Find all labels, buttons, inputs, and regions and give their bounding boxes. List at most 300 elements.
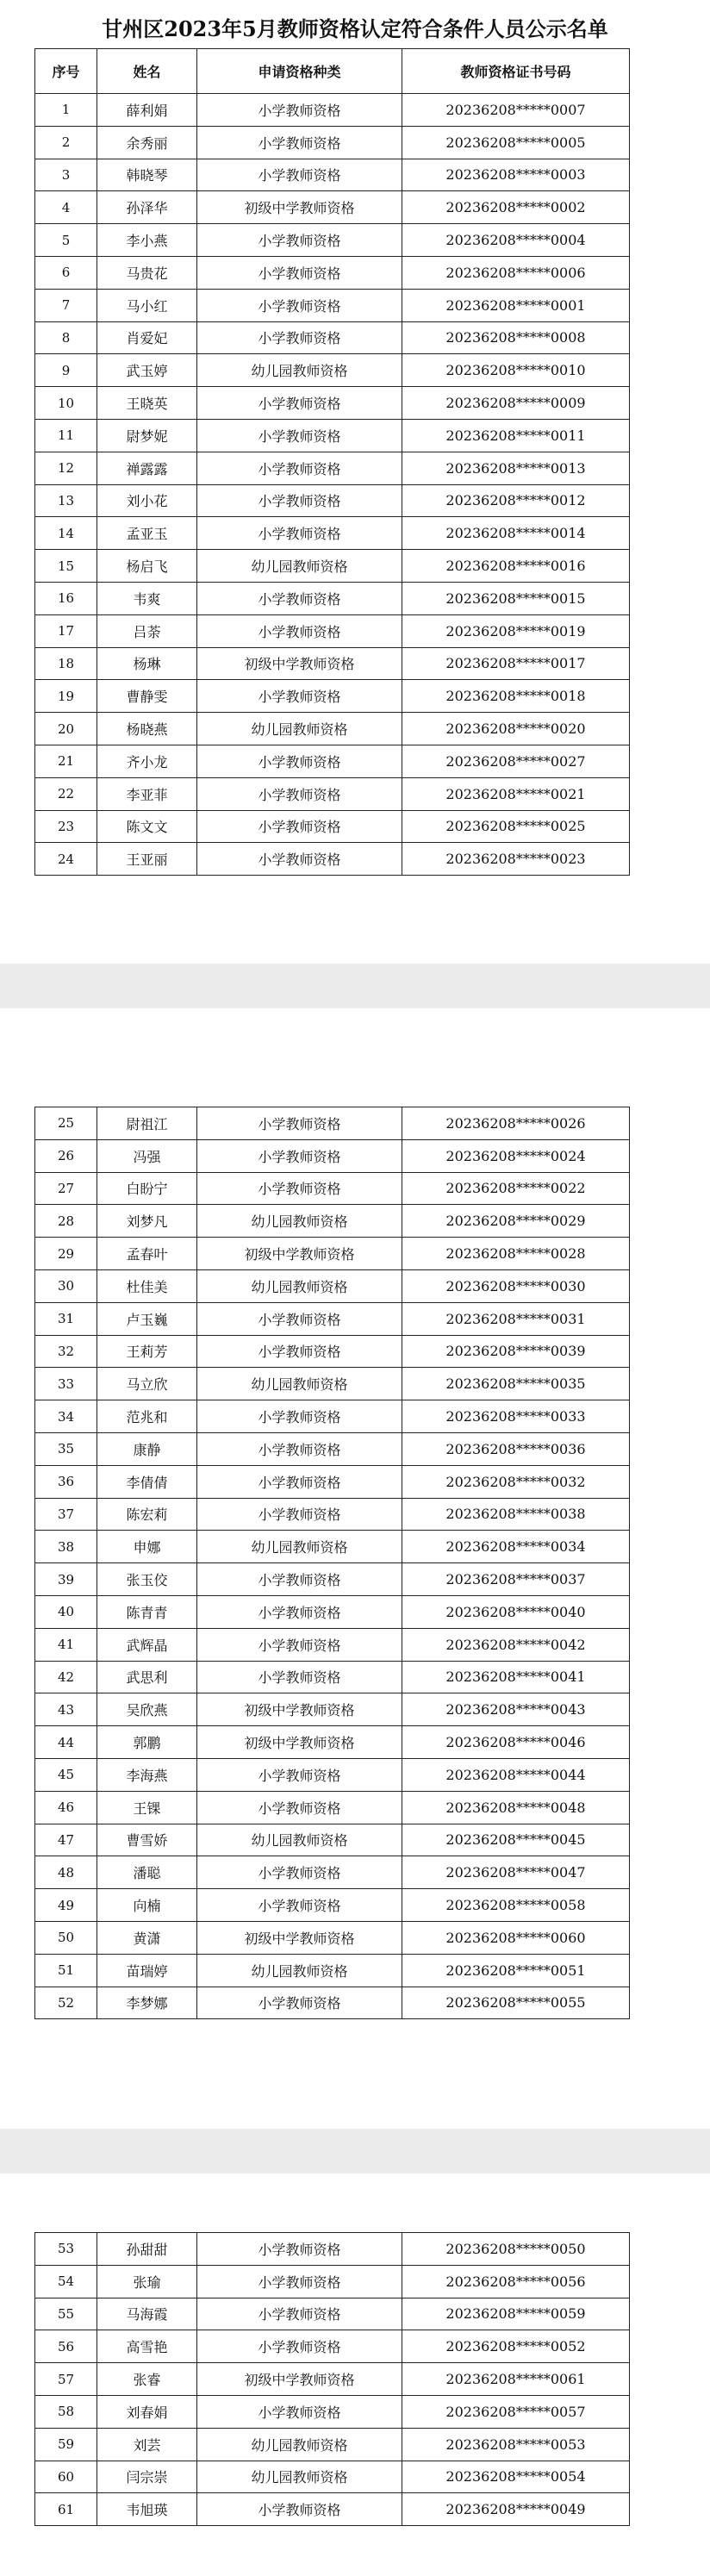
cell-name: 黄潇 [97, 1921, 197, 1954]
cell-name: 尉梦妮 [97, 419, 197, 452]
cell-qualification-type: 小学教师资格 [197, 2330, 402, 2363]
cell-qualification-type: 小学教师资格 [197, 159, 402, 191]
cell-index: 52 [35, 1987, 97, 2019]
cell-index: 13 [35, 484, 97, 517]
cell-name: 范兆和 [97, 1400, 197, 1433]
cell-qualification-type: 小学教师资格 [197, 1758, 402, 1791]
table-row [35, 1726, 630, 1759]
cell-index: 39 [35, 1563, 97, 1596]
cell-certificate-number: 20236208*****0060 [402, 1921, 630, 1954]
cell-certificate-number: 20236208*****0021 [402, 777, 630, 810]
table-row [35, 1238, 630, 1270]
cell-index: 61 [35, 2493, 97, 2526]
table-row [35, 1595, 630, 1628]
cell-name: 薛利娟 [97, 94, 197, 127]
cell-name: 郭鹏 [97, 1726, 197, 1759]
cell-index: 32 [35, 1335, 97, 1368]
cell-index: 35 [35, 1432, 97, 1465]
cell-qualification-type: 小学教师资格 [197, 517, 402, 550]
cell-index: 48 [35, 1856, 97, 1889]
cell-name: 张瑜 [97, 2265, 197, 2298]
cell-certificate-number: 20236208*****0012 [402, 484, 630, 517]
cell-certificate-number: 20236208*****0004 [402, 224, 630, 257]
cell-name: 白盼宁 [97, 1172, 197, 1205]
cell-certificate-number: 20236208*****0031 [402, 1302, 630, 1335]
cell-name: 李海燕 [97, 1758, 197, 1791]
cell-qualification-type: 小学教师资格 [197, 1302, 402, 1335]
cell-name: 武辉晶 [97, 1628, 197, 1661]
cell-name: 陈文文 [97, 810, 197, 843]
table-row [35, 126, 630, 159]
cell-certificate-number: 20236208*****0006 [402, 256, 630, 289]
cell-qualification-type: 小学教师资格 [197, 1563, 402, 1596]
cell-certificate-number: 20236208*****0026 [402, 1107, 630, 1140]
cell-qualification-type: 小学教师资格 [197, 452, 402, 484]
cell-name: 肖爱妃 [97, 321, 197, 354]
cell-index: 19 [35, 680, 97, 713]
cell-name: 余秀丽 [97, 126, 197, 159]
cell-qualification-type: 小学教师资格 [197, 680, 402, 713]
table-row [35, 1531, 630, 1563]
cell-qualification-type: 小学教师资格 [197, 810, 402, 843]
cell-index: 49 [35, 1889, 97, 1922]
cell-name: 康静 [97, 1432, 197, 1465]
cell-certificate-number: 20236208*****0037 [402, 1563, 630, 1596]
table-row [35, 1139, 630, 1172]
cell-index: 41 [35, 1628, 97, 1661]
table-row [35, 777, 630, 810]
cell-qualification-type: 小学教师资格 [197, 1791, 402, 1824]
cell-name: 孟春叶 [97, 1238, 197, 1270]
cell-name: 尉祖江 [97, 1107, 197, 1140]
cell-index: 16 [35, 582, 97, 614]
cell-index: 31 [35, 1302, 97, 1335]
roster-table-page-2 [34, 1107, 630, 2019]
page-separator [0, 964, 710, 1008]
cell-qualification-type: 小学教师资格 [197, 843, 402, 876]
cell-qualification-type: 幼儿园教师资格 [197, 1531, 402, 1563]
cell-qualification-type: 小学教师资格 [197, 321, 402, 354]
table-row [35, 1465, 630, 1498]
table-row [35, 419, 630, 452]
table-row [35, 1791, 630, 1824]
table-row [35, 1889, 630, 1922]
cell-certificate-number: 20236208*****0057 [402, 2395, 630, 2428]
cell-index: 60 [35, 2461, 97, 2493]
cell-qualification-type: 初级中学教师资格 [197, 1693, 402, 1726]
cell-name: 杨启飞 [97, 550, 197, 583]
cell-qualification-type: 小学教师资格 [197, 419, 402, 452]
table-row [35, 1693, 630, 1726]
cell-index: 40 [35, 1595, 97, 1628]
cell-certificate-number: 20236208*****0028 [402, 1238, 630, 1270]
cell-index: 42 [35, 1661, 97, 1693]
cell-index: 46 [35, 1791, 97, 1824]
cell-index: 23 [35, 810, 97, 843]
cell-index: 10 [35, 387, 97, 420]
table-row [35, 1824, 630, 1856]
cell-certificate-number: 20236208*****0033 [402, 1400, 630, 1433]
cell-certificate-number: 20236208*****0030 [402, 1269, 630, 1302]
header-qualification-type: 申请资格种类 [197, 49, 402, 94]
cell-qualification-type: 初级中学教师资格 [197, 1726, 402, 1759]
cell-qualification-type: 小学教师资格 [197, 224, 402, 257]
cell-qualification-type: 幼儿园教师资格 [197, 713, 402, 745]
cell-name: 齐小龙 [97, 745, 197, 777]
cell-qualification-type: 小学教师资格 [197, 1628, 402, 1661]
cell-name: 杨琳 [97, 647, 197, 680]
table-row [35, 517, 630, 550]
table-row [35, 94, 630, 127]
table-row [35, 159, 630, 191]
table-row [35, 1302, 630, 1335]
cell-name: 马海霞 [97, 2298, 197, 2330]
cell-index: 53 [35, 2233, 97, 2266]
cell-qualification-type: 初级中学教师资格 [197, 191, 402, 224]
cell-name: 孟亚玉 [97, 517, 197, 550]
cell-index: 36 [35, 1465, 97, 1498]
cell-certificate-number: 20236208*****0041 [402, 1661, 630, 1693]
cell-qualification-type: 幼儿园教师资格 [197, 2428, 402, 2461]
cell-certificate-number: 20236208*****0020 [402, 713, 630, 745]
cell-certificate-number: 20236208*****0015 [402, 582, 630, 614]
cell-qualification-type: 小学教师资格 [197, 2493, 402, 2526]
cell-index: 25 [35, 1107, 97, 1140]
table-row [35, 2428, 630, 2461]
cell-index: 51 [35, 1954, 97, 1987]
cell-qualification-type: 幼儿园教师资格 [197, 1954, 402, 1987]
cell-certificate-number: 20236208*****0047 [402, 1856, 630, 1889]
cell-index: 58 [35, 2395, 97, 2428]
table-row [35, 2363, 630, 2396]
cell-index: 2 [35, 126, 97, 159]
cell-qualification-type: 小学教师资格 [197, 289, 402, 321]
cell-index: 12 [35, 452, 97, 484]
cell-certificate-number: 20236208*****0054 [402, 2461, 630, 2493]
cell-qualification-type: 幼儿园教师资格 [197, 550, 402, 583]
cell-qualification-type: 幼儿园教师资格 [197, 1368, 402, 1400]
cell-certificate-number: 20236208*****0019 [402, 614, 630, 647]
cell-name: 韦爽 [97, 582, 197, 614]
cell-index: 21 [35, 745, 97, 777]
cell-index: 24 [35, 843, 97, 876]
cell-index: 11 [35, 419, 97, 452]
cell-certificate-number: 20236208*****0027 [402, 745, 630, 777]
cell-certificate-number: 20236208*****0003 [402, 159, 630, 191]
table-row [35, 843, 630, 876]
cell-qualification-type: 小学教师资格 [197, 1465, 402, 1498]
cell-name: 闫宗崇 [97, 2461, 197, 2493]
page-separator [0, 2129, 710, 2174]
header-certificate-number: 教师资格证书号码 [402, 49, 630, 94]
table-row [35, 1335, 630, 1368]
cell-qualification-type: 小学教师资格 [197, 1432, 402, 1465]
table-row [35, 1628, 630, 1661]
cell-qualification-type: 初级中学教师资格 [197, 1921, 402, 1954]
cell-name: 杜佳美 [97, 1269, 197, 1302]
cell-name: 潘聪 [97, 1856, 197, 1889]
table-row [35, 1856, 630, 1889]
cell-name: 陈青青 [97, 1595, 197, 1628]
cell-certificate-number: 20236208*****0025 [402, 810, 630, 843]
cell-name: 张睿 [97, 2363, 197, 2396]
cell-qualification-type: 初级中学教师资格 [197, 647, 402, 680]
cell-qualification-type: 小学教师资格 [197, 1987, 402, 2019]
cell-name: 韩晓琴 [97, 159, 197, 191]
cell-qualification-type: 小学教师资格 [197, 1595, 402, 1628]
table-row [35, 1400, 630, 1433]
cell-qualification-type: 小学教师资格 [197, 94, 402, 127]
cell-name: 李小燕 [97, 224, 197, 257]
cell-qualification-type: 小学教师资格 [197, 2298, 402, 2330]
cell-name: 吴欣燕 [97, 1693, 197, 1726]
table-row [35, 321, 630, 354]
table-row [35, 2298, 630, 2330]
cell-qualification-type: 小学教师资格 [197, 614, 402, 647]
cell-qualification-type: 小学教师资格 [197, 484, 402, 517]
cell-index: 47 [35, 1824, 97, 1856]
table-row [35, 1368, 630, 1400]
cell-index: 1 [35, 94, 97, 127]
cell-index: 33 [35, 1368, 97, 1400]
cell-name: 马小红 [97, 289, 197, 321]
cell-index: 22 [35, 777, 97, 810]
cell-qualification-type: 小学教师资格 [197, 2233, 402, 2266]
cell-index: 3 [35, 159, 97, 191]
table-row [35, 1172, 630, 1205]
cell-certificate-number: 20236208*****0036 [402, 1432, 630, 1465]
cell-qualification-type: 小学教师资格 [197, 1172, 402, 1205]
cell-name: 申娜 [97, 1531, 197, 1563]
roster-table-page-3 [34, 2232, 630, 2526]
cell-name: 李梦娜 [97, 1987, 197, 2019]
cell-index: 50 [35, 1921, 97, 1954]
cell-certificate-number: 20236208*****0053 [402, 2428, 630, 2461]
cell-certificate-number: 20236208*****0044 [402, 1758, 630, 1791]
table-row [35, 484, 630, 517]
cell-index: 34 [35, 1400, 97, 1433]
cell-certificate-number: 20236208*****0049 [402, 2493, 630, 2526]
cell-name: 武玉婷 [97, 354, 197, 387]
cell-qualification-type: 幼儿园教师资格 [197, 1269, 402, 1302]
table-row [35, 1758, 630, 1791]
table-row [35, 2395, 630, 2428]
cell-qualification-type: 初级中学教师资格 [197, 2363, 402, 2396]
cell-name: 冯强 [97, 1139, 197, 1172]
table-row [35, 550, 630, 583]
table-row [35, 452, 630, 484]
cell-name: 孙甜甜 [97, 2233, 197, 2266]
cell-name: 禅露露 [97, 452, 197, 484]
cell-certificate-number: 20236208*****0018 [402, 680, 630, 713]
cell-index: 37 [35, 1498, 97, 1531]
cell-name: 向楠 [97, 1889, 197, 1922]
cell-certificate-number: 20236208*****0043 [402, 1693, 630, 1726]
cell-certificate-number: 20236208*****0016 [402, 550, 630, 583]
table-row [35, 1987, 630, 2019]
cell-certificate-number: 20236208*****0001 [402, 289, 630, 321]
header-name: 姓名 [97, 49, 197, 94]
cell-name: 王晓英 [97, 387, 197, 420]
cell-index: 4 [35, 191, 97, 224]
table-row [35, 256, 630, 289]
cell-index: 30 [35, 1269, 97, 1302]
table-row [35, 1954, 630, 1987]
cell-certificate-number: 20236208*****0040 [402, 1595, 630, 1628]
cell-certificate-number: 20236208*****0032 [402, 1465, 630, 1498]
cell-certificate-number: 20236208*****0007 [402, 94, 630, 127]
cell-name: 孙泽华 [97, 191, 197, 224]
table-row [35, 354, 630, 387]
table-row [35, 2265, 630, 2298]
cell-qualification-type: 小学教师资格 [197, 582, 402, 614]
cell-name: 韦旭瑛 [97, 2493, 197, 2526]
table-row [35, 2233, 630, 2266]
cell-qualification-type: 小学教师资格 [197, 256, 402, 289]
cell-qualification-type: 小学教师资格 [197, 2265, 402, 2298]
cell-index: 54 [35, 2265, 97, 2298]
cell-name: 武思利 [97, 1661, 197, 1693]
cell-certificate-number: 20236208*****0014 [402, 517, 630, 550]
cell-qualification-type: 小学教师资格 [197, 1107, 402, 1140]
cell-certificate-number: 20236208*****0002 [402, 191, 630, 224]
cell-name: 张玉佼 [97, 1563, 197, 1596]
cell-certificate-number: 20236208*****0005 [402, 126, 630, 159]
cell-name: 王锞 [97, 1791, 197, 1824]
cell-qualification-type: 小学教师资格 [197, 2395, 402, 2428]
cell-qualification-type: 小学教师资格 [197, 1498, 402, 1531]
cell-certificate-number: 20236208*****0051 [402, 1954, 630, 1987]
table-row [35, 2330, 630, 2363]
cell-qualification-type: 小学教师资格 [197, 1889, 402, 1922]
cell-qualification-type: 小学教师资格 [197, 387, 402, 420]
table-row [35, 289, 630, 321]
table-header-row [35, 49, 630, 94]
cell-index: 29 [35, 1238, 97, 1270]
cell-certificate-number: 20236208*****0008 [402, 321, 630, 354]
cell-certificate-number: 20236208*****0010 [402, 354, 630, 387]
cell-qualification-type: 幼儿园教师资格 [197, 354, 402, 387]
cell-index: 6 [35, 256, 97, 289]
cell-name: 马贵花 [97, 256, 197, 289]
table-row [35, 745, 630, 777]
table-row [35, 680, 630, 713]
cell-certificate-number: 20236208*****0011 [402, 419, 630, 452]
cell-certificate-number: 20236208*****0013 [402, 452, 630, 484]
cell-qualification-type: 幼儿园教师资格 [197, 2461, 402, 2493]
cell-certificate-number: 20236208*****0059 [402, 2298, 630, 2330]
cell-name: 曹雪娇 [97, 1824, 197, 1856]
cell-certificate-number: 20236208*****0029 [402, 1205, 630, 1238]
cell-index: 57 [35, 2363, 97, 2396]
cell-name: 李倩倩 [97, 1465, 197, 1498]
cell-qualification-type: 小学教师资格 [197, 1661, 402, 1693]
cell-index: 44 [35, 1726, 97, 1759]
cell-certificate-number: 20236208*****0052 [402, 2330, 630, 2363]
cell-name: 马立欣 [97, 1368, 197, 1400]
cell-certificate-number: 20236208*****0056 [402, 2265, 630, 2298]
cell-qualification-type: 小学教师资格 [197, 1139, 402, 1172]
table-row [35, 1661, 630, 1693]
cell-index: 17 [35, 614, 97, 647]
table-row [35, 1921, 630, 1954]
cell-name: 杨晓燕 [97, 713, 197, 745]
cell-index: 15 [35, 550, 97, 583]
table-row [35, 1205, 630, 1238]
cell-certificate-number: 20236208*****0022 [402, 1172, 630, 1205]
header-index: 序号 [35, 49, 97, 94]
cell-certificate-number: 20236208*****0035 [402, 1368, 630, 1400]
table-row [35, 1107, 630, 1140]
table-row [35, 387, 630, 420]
cell-name: 卢玉巍 [97, 1302, 197, 1335]
cell-certificate-number: 20236208*****0024 [402, 1139, 630, 1172]
cell-index: 5 [35, 224, 97, 257]
table-row [35, 2493, 630, 2526]
cell-certificate-number: 20236208*****0038 [402, 1498, 630, 1531]
cell-certificate-number: 20236208*****0009 [402, 387, 630, 420]
cell-certificate-number: 20236208*****0048 [402, 1791, 630, 1824]
cell-qualification-type: 小学教师资格 [197, 1400, 402, 1433]
table-row [35, 191, 630, 224]
cell-certificate-number: 20236208*****0050 [402, 2233, 630, 2266]
cell-name: 李亚菲 [97, 777, 197, 810]
cell-name: 苗瑞婷 [97, 1954, 197, 1987]
cell-name: 刘芸 [97, 2428, 197, 2461]
table-row [35, 582, 630, 614]
cell-name: 高雪艳 [97, 2330, 197, 2363]
cell-name: 王亚丽 [97, 843, 197, 876]
cell-index: 43 [35, 1693, 97, 1726]
cell-qualification-type: 幼儿园教师资格 [197, 1824, 402, 1856]
cell-certificate-number: 20236208*****0045 [402, 1824, 630, 1856]
cell-certificate-number: 20236208*****0023 [402, 843, 630, 876]
table-row [35, 810, 630, 843]
table-row [35, 1432, 630, 1465]
cell-certificate-number: 20236208*****0046 [402, 1726, 630, 1759]
table-row [35, 1563, 630, 1596]
cell-index: 26 [35, 1139, 97, 1172]
table-row [35, 713, 630, 745]
table-row [35, 614, 630, 647]
table-row [35, 1269, 630, 1302]
cell-qualification-type: 小学教师资格 [197, 1335, 402, 1368]
cell-certificate-number: 20236208*****0058 [402, 1889, 630, 1922]
cell-index: 27 [35, 1172, 97, 1205]
cell-index: 56 [35, 2330, 97, 2363]
cell-name: 刘梦凡 [97, 1205, 197, 1238]
cell-index: 55 [35, 2298, 97, 2330]
cell-certificate-number: 20236208*****0042 [402, 1628, 630, 1661]
cell-index: 9 [35, 354, 97, 387]
cell-name: 刘小花 [97, 484, 197, 517]
cell-name: 刘春娟 [97, 2395, 197, 2428]
cell-certificate-number: 20236208*****0017 [402, 647, 630, 680]
document-title: 甘州区2023年5月教师资格认定符合条件人员公示名单 [102, 16, 608, 41]
cell-name: 陈宏莉 [97, 1498, 197, 1531]
cell-index: 8 [35, 321, 97, 354]
cell-certificate-number: 20236208*****0034 [402, 1531, 630, 1563]
table-row [35, 1498, 630, 1531]
cell-qualification-type: 小学教师资格 [197, 1856, 402, 1889]
table-row [35, 224, 630, 257]
cell-qualification-type: 初级中学教师资格 [197, 1238, 402, 1270]
cell-certificate-number: 20236208*****0039 [402, 1335, 630, 1368]
cell-qualification-type: 小学教师资格 [197, 745, 402, 777]
cell-certificate-number: 20236208*****0055 [402, 1987, 630, 2019]
cell-certificate-number: 20236208*****0061 [402, 2363, 630, 2396]
cell-qualification-type: 幼儿园教师资格 [197, 1205, 402, 1238]
